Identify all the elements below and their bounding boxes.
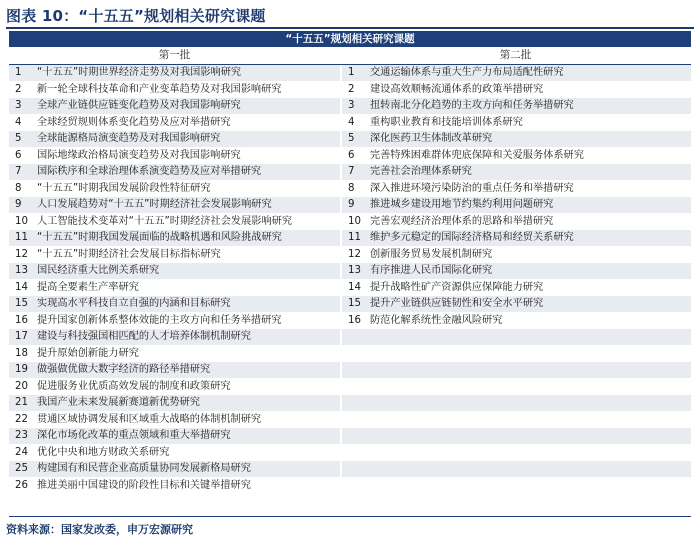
row-number (342, 329, 370, 345)
row-topic: 构建国有和民营企业高质量协同发展新格局研究 (37, 463, 251, 474)
row-topic (370, 346, 691, 362)
row-number: 15 (348, 298, 361, 309)
table-row (9, 247, 340, 264)
row-topic: 扭转南北分化趋势的主攻方向和任务举措研究 (370, 100, 574, 111)
table-row (342, 65, 691, 82)
table-row (342, 82, 691, 99)
row-topic: 推进城乡建设用地节约集约利用问题研究 (370, 199, 554, 210)
row-topic: 我国产业未来发展新赛道新优势研究 (37, 397, 200, 408)
row-topic: “十五五”时期世界经济走势及对我国影响研究 (37, 67, 242, 78)
row-topic: 促进服务业优质高效发展的制度和政策研究 (37, 380, 231, 392)
row-topic: 提升产业链供应链韧性和安全水平研究 (370, 298, 544, 309)
table-row (9, 428, 340, 445)
row-topic (370, 395, 691, 411)
table-row (9, 164, 340, 181)
table-row (9, 313, 340, 330)
row-topic: 有序推进人民币国际化研究 (370, 265, 493, 276)
row-topic (370, 428, 691, 444)
row-number: 8 (15, 182, 22, 194)
row-number: 14 (15, 281, 28, 293)
row-number: 10 (348, 215, 361, 227)
table-row (9, 214, 340, 231)
row-number: 16 (348, 314, 361, 326)
column-header-first-batch: 第一批 (158, 49, 191, 61)
table-row (9, 395, 340, 412)
row-number (342, 395, 370, 411)
row-number (342, 362, 370, 378)
row-topic: 优化中央和地方财政关系研究 (37, 446, 170, 458)
source-note: 资料来源：国家发改委，申万宏源研究 (6, 523, 193, 536)
row-number: 2 (348, 83, 355, 95)
row-number: 21 (15, 397, 28, 408)
row-number: 12 (15, 248, 28, 260)
row-topic: 全球经贸规则体系变化趋势及应对举措研究 (37, 116, 231, 128)
row-topic: 实现高水平科技自立自强的内涵和目标研究 (37, 298, 231, 309)
table-row (9, 197, 340, 214)
table-row (342, 428, 691, 445)
table-row (9, 181, 340, 198)
table-row (9, 362, 340, 379)
row-number: 11 (348, 232, 361, 243)
table-row (342, 247, 691, 264)
row-topic (370, 329, 691, 345)
row-topic: 提高全要素生产率研究 (37, 281, 139, 293)
row-number: 3 (348, 100, 355, 111)
row-number: 14 (348, 281, 361, 293)
row-topic: 重构职业教育和技能培训体系研究 (370, 116, 523, 128)
table-row (342, 263, 691, 280)
row-topic: 人口发展趋势对“十五五”时期经济社会发展影响研究 (37, 199, 272, 210)
row-number: 26 (15, 479, 28, 491)
row-number: 6 (15, 149, 22, 161)
table-row (9, 478, 340, 495)
row-number: 4 (15, 116, 22, 128)
table-row (342, 329, 691, 346)
table-row (342, 461, 691, 478)
row-number (342, 478, 370, 494)
row-number: 7 (15, 166, 22, 177)
table-row (9, 115, 340, 132)
row-topic (370, 461, 691, 477)
table-row (342, 98, 691, 115)
row-number: 5 (348, 133, 355, 144)
row-topic: “十五五”时期我国发展面临的战略机遇和风险挑战研究 (37, 232, 282, 243)
row-topic: 深化医药卫生体制改革研究 (370, 133, 493, 144)
row-topic: 国民经济重大比例关系研究 (37, 265, 160, 276)
row-number: 25 (15, 463, 28, 474)
row-number: 3 (15, 100, 22, 111)
table-row (342, 181, 691, 198)
row-number: 20 (15, 380, 28, 392)
row-number (342, 379, 370, 395)
row-topic: 做强做优做大数字经济的路径举措研究 (37, 364, 211, 375)
research-topics-table (9, 31, 691, 494)
row-topic: 创新服务贸易发展机制研究 (370, 248, 493, 260)
title-rule (6, 27, 694, 29)
row-topic: 提升国家创新体系整体效能的主攻方向和任务举措研究 (37, 314, 282, 326)
row-topic (370, 362, 691, 378)
table-row (9, 131, 340, 148)
table-row (342, 131, 691, 148)
table-row (9, 329, 340, 346)
table-row (342, 164, 691, 181)
table-row (342, 412, 691, 429)
row-topic: 交通运输体系与重大生产力布局适配性研究 (370, 67, 564, 78)
row-number: 1 (15, 67, 22, 78)
row-topic (370, 412, 691, 428)
table-row (342, 296, 691, 313)
row-topic: 国际地缘政治格局演变趋势及对我国影响研究 (37, 149, 241, 161)
table-row (9, 82, 340, 99)
row-number: 15 (15, 298, 28, 309)
table-row (9, 263, 340, 280)
table-body (9, 65, 691, 494)
table-row (342, 379, 691, 396)
row-topic (370, 478, 691, 494)
row-number: 7 (348, 166, 355, 177)
row-number: 23 (15, 430, 28, 441)
row-topic: 防范化解系统性金融风险研究 (370, 314, 503, 326)
row-topic: 深入推进环境污染防治的重点任务和举措研究 (370, 182, 574, 194)
table-row (342, 445, 691, 462)
row-number: 16 (15, 314, 28, 326)
table-row (9, 280, 340, 297)
table-header: “十五五”规划相关研究课题 (9, 31, 691, 47)
row-number: 1 (348, 67, 355, 78)
figure-title: 图表 10：“十五五”规划相关研究课题 (6, 7, 266, 25)
row-topic: 完善宏观经济治理体系的思路和举措研究 (370, 215, 554, 227)
table-row (9, 296, 340, 313)
table-row (342, 313, 691, 330)
table-row (9, 346, 340, 363)
row-number: 17 (15, 331, 28, 342)
row-number: 2 (15, 83, 22, 95)
table-row (342, 214, 691, 231)
row-number (342, 461, 370, 477)
table-row (9, 230, 340, 247)
table-row (9, 412, 340, 429)
row-number: 19 (15, 364, 28, 375)
row-topic: 提升战略性矿产资源供应保障能力研究 (370, 281, 544, 293)
row-topic: 维护多元稳定的国际经济格局和经贸关系研究 (370, 232, 574, 243)
row-topic (370, 379, 691, 395)
row-topic: 全球产业链供应链变化趋势及对我国影响研究 (37, 100, 241, 111)
row-number: 13 (15, 265, 28, 276)
row-number: 6 (348, 149, 355, 161)
column-headers (9, 47, 691, 65)
row-number: 13 (348, 265, 361, 276)
table-row (342, 362, 691, 379)
row-topic: 贯通区域协调发展和区域重大战略的体制机制研究 (37, 413, 262, 425)
row-number: 9 (348, 199, 355, 210)
table-row (342, 115, 691, 132)
row-number: 11 (15, 232, 28, 243)
table-row (342, 395, 691, 412)
table-row (9, 445, 340, 462)
row-number: 10 (15, 215, 28, 227)
row-number: 5 (15, 133, 22, 144)
row-topic: 深化市场化改革的重点领域和重大举措研究 (37, 430, 231, 441)
row-number (342, 428, 370, 444)
table-row (342, 346, 691, 363)
row-topic: 新一轮全球科技革命和产业变革趋势及对我国影响研究 (37, 83, 282, 95)
row-topic: 建设高效顺畅流通体系的政策举措研究 (370, 83, 544, 95)
row-number: 9 (15, 199, 22, 210)
row-topic: 推进美丽中国建设的阶段性目标和关键举措研究 (37, 479, 251, 491)
bottom-rule (9, 516, 691, 517)
row-number (342, 412, 370, 428)
row-number: 18 (15, 347, 28, 359)
row-number (342, 445, 370, 461)
table-row (9, 461, 340, 478)
row-number (342, 346, 370, 362)
row-topic: 建设与科技强国相匹配的人才培养体制机制研究 (37, 331, 251, 342)
row-number: 12 (348, 248, 361, 260)
table-row (9, 65, 340, 82)
row-number: 8 (348, 182, 355, 194)
table-row (9, 379, 340, 396)
row-topic: “十五五”时期我国发展阶段性特征研究 (37, 182, 211, 194)
row-topic (370, 445, 691, 461)
row-topic: 完善社会治理体系研究 (370, 166, 472, 177)
row-topic: 全球能源格局演变趋势及对我国影响研究 (37, 133, 221, 144)
table-row (342, 230, 691, 247)
row-topic: 提升原始创新能力研究 (37, 347, 139, 359)
row-number: 22 (15, 413, 28, 425)
table-row (342, 197, 691, 214)
table-row (9, 148, 340, 165)
table-row (9, 98, 340, 115)
first-batch-column (9, 65, 340, 494)
row-topic: “十五五”时期经济社会发展目标指标研究 (37, 248, 221, 260)
column-header-second-batch: 第二批 (499, 49, 532, 61)
table-row (342, 280, 691, 297)
second-batch-column (340, 65, 691, 494)
row-topic: 人工智能技术变革对“十五五”时期经济社会发展影响研究 (37, 215, 293, 227)
table-row (342, 148, 691, 165)
row-number: 24 (15, 446, 28, 458)
table-row (342, 478, 691, 495)
row-number: 4 (348, 116, 355, 128)
row-topic: 国际秩序和全球治理体系演变趋势及应对举措研究 (37, 166, 262, 177)
row-topic: 完善特殊困难群体兜底保障和关爱服务体系研究 (370, 149, 584, 161)
